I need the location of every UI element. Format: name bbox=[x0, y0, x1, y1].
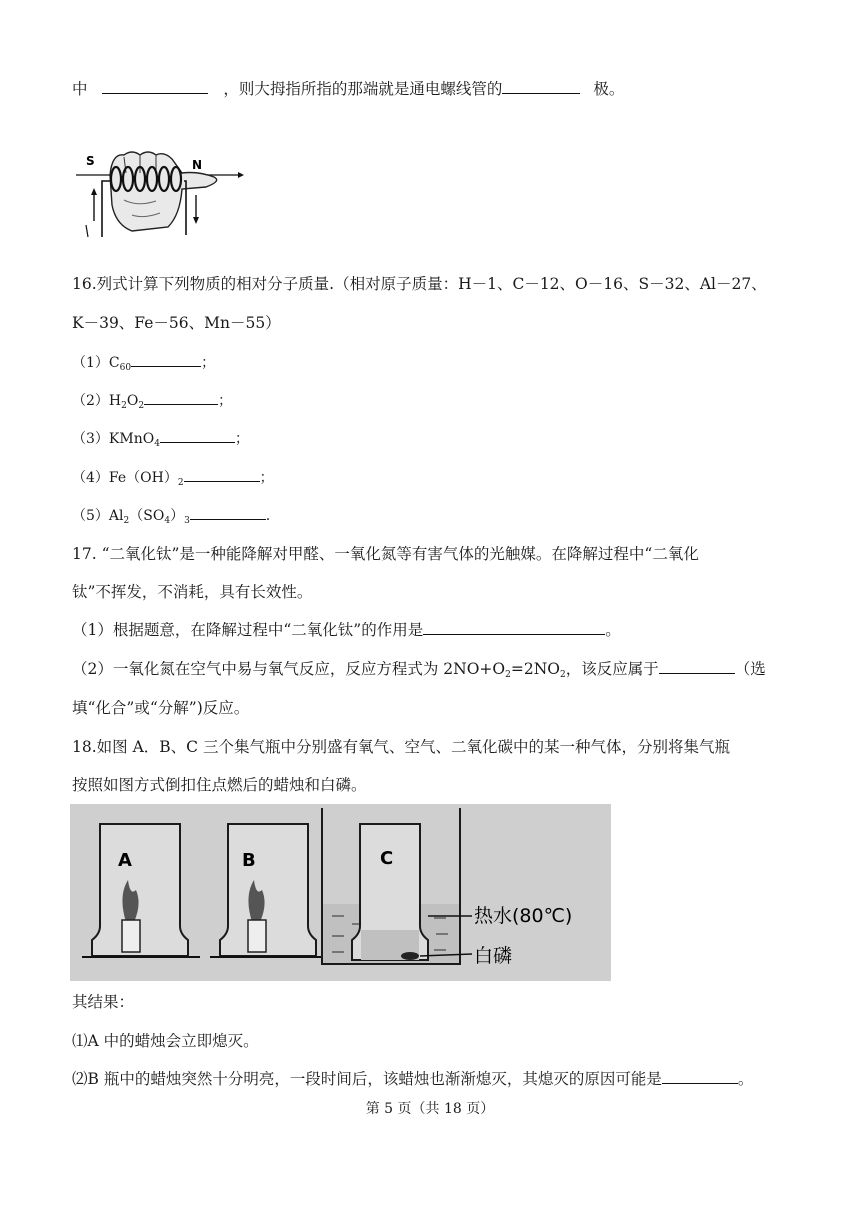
q15-line: 中 ，则大拇指所指的那端就是通电螺线管的 极。 bbox=[72, 77, 624, 101]
answer-blank[interactable] bbox=[131, 350, 201, 367]
q16-line1: 16.列式计算下列物质的相对分子质量.（相对原子质量：H－1、C－12、O－16、S－32、Al－27、 bbox=[72, 275, 767, 293]
q17-sub2: （2）一氧化氮在空气中易与氧气反应，反应方程式为 $2NO+O_2=2NO_2$，该反应属于 （选 bbox=[72, 657, 766, 687]
q17-sub1: （1）根据题意，在降解过程中“二氧化钛”的作用是 。 bbox=[72, 618, 621, 642]
q17-sub2-line2: 填“化合”或“分解”)反应。 bbox=[72, 699, 250, 717]
q16-item-2: $(2)H_2O_2$ ； bbox=[72, 388, 232, 418]
gas-jar-experiment-figure bbox=[70, 804, 611, 981]
answer-blank[interactable] bbox=[423, 618, 605, 635]
q16-item-1: $(1)C_{60}$ ； bbox=[72, 350, 215, 380]
q18-line2: 按照如图方式倒扣住点燃后的蜡烛和白磷。 bbox=[72, 776, 367, 794]
label-n: N bbox=[192, 158, 203, 172]
q17-line1: 17. “二氧化钛”是一种能降解对甲醛、一氧化氮等有害气体的光触媒。在降解过程中“二氧化 bbox=[72, 545, 699, 563]
page-footer: 第 5 页（共 18 页） bbox=[365, 1101, 495, 1117]
q18-result-2: ⑵B 瓶中的蜡烛突然十分明亮，一段时间后，该蜡烛也渐渐熄灭，其熄灭的原因可能是 。 bbox=[72, 1067, 753, 1091]
q18-result-title: 其结果： bbox=[72, 993, 135, 1011]
solenoid-hand-figure bbox=[72, 145, 250, 245]
label-b: B bbox=[242, 850, 256, 871]
q16-line2: K－39、Fe－56、Mn－55） bbox=[72, 314, 281, 332]
q18-result-1: ⑴A 中的蜡烛会立即熄灭。 bbox=[72, 1032, 259, 1050]
answer-blank[interactable] bbox=[102, 77, 208, 94]
answer-blank[interactable] bbox=[662, 1067, 738, 1084]
label-hot-water: 热水(80℃) bbox=[474, 905, 573, 927]
answer-blank[interactable] bbox=[144, 388, 218, 405]
label-s: S bbox=[86, 154, 95, 168]
q18-line1: 18.如图 A．B、C 三个集气瓶中分别盛有氧气、空气、二氧化碳中的某一种气体，分别将集气瓶 bbox=[72, 738, 730, 756]
label-a: A bbox=[118, 850, 132, 871]
q16-item-5: $(5)Al_2(SO_4)_3$ . bbox=[72, 503, 270, 533]
answer-blank[interactable] bbox=[502, 77, 580, 94]
q16-item-3: （3）KMnO$_4$ ； bbox=[72, 426, 249, 456]
answer-blank[interactable] bbox=[190, 503, 266, 520]
q17-line2: 钛”不挥发，不消耗，具有长效性。 bbox=[72, 583, 313, 601]
q16-item-4: $(4)Fe(OH)_2$ ； bbox=[72, 465, 274, 495]
answer-blank[interactable] bbox=[659, 657, 735, 674]
answer-blank[interactable] bbox=[160, 426, 235, 443]
label-white-phosphorus: 白磷 bbox=[474, 945, 513, 967]
label-c: C bbox=[380, 848, 394, 869]
answer-blank[interactable] bbox=[184, 465, 260, 482]
